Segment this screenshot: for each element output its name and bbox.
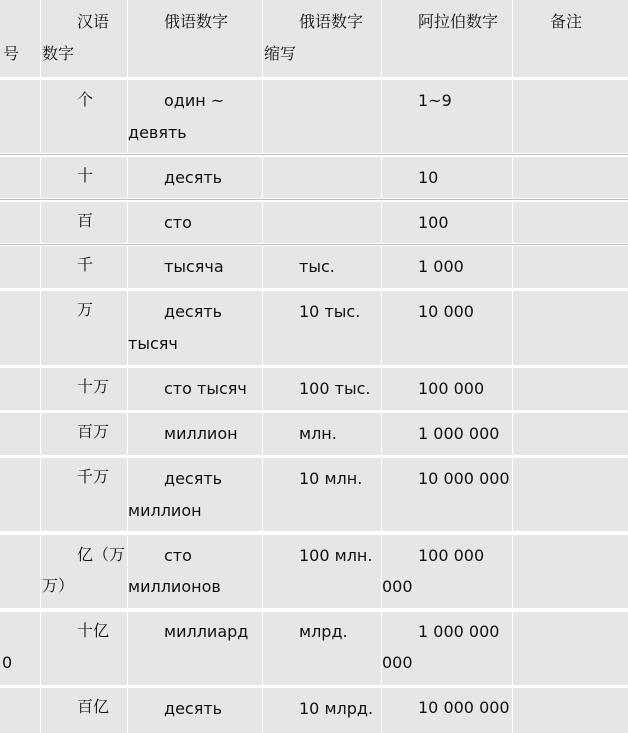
row-cell-abbr [263,291,381,365]
arabic-number: 1 000 000 [418,424,500,443]
header-cell-cn [41,0,127,77]
row-cell-abbr [263,202,381,243]
row-cell-arabic [382,80,512,153]
ru-number-line1: миллион [164,424,238,443]
cn-number: 百亿 [77,697,110,716]
arabic-number: 10 [418,168,439,187]
row-cell-arabic [382,202,512,243]
cn-number: 百万 [77,422,110,441]
ru-number-line1: сто тысяч [164,379,247,398]
header-cn-line1: 汉语 [77,12,110,31]
row-cell-ru [128,688,262,733]
row-cell-note [513,535,628,608]
row-cell-abbr [263,157,381,198]
ru-number-line1: сто [164,213,192,232]
row-cell-cn [41,612,127,685]
cn-number: 百 [77,211,94,230]
row-cell-arabic [382,458,512,531]
ru-number-line1: десять [164,469,223,488]
row-cell-abbr [263,246,381,288]
row-cell-no [0,612,40,685]
row-cell-no [0,246,40,288]
row-cell-note [513,246,628,288]
row-cell-no [0,413,40,455]
ru-number-line1: десять [164,302,223,321]
arabic-number: 100 [418,213,449,232]
ru-abbreviation: 10 тыс. [299,302,361,321]
row-cell-no [0,157,40,198]
ru-number-line2: девять [128,123,187,142]
row-cell-cn [41,368,127,410]
row-cell-no [0,80,40,153]
ru-number-line1: один ~ [164,91,225,110]
arabic-number-line1: 1 000 000 [418,622,500,641]
row-cell-cn [41,291,127,365]
header-note: 备注 [550,12,583,31]
row-cell-ru [128,246,262,288]
row-cell-note [513,458,628,531]
row-cell-abbr [263,688,381,733]
row-cell-abbr [263,80,381,153]
row-cell-cn [41,458,127,531]
row-cell-abbr [263,535,381,608]
cn-number: 十万 [77,377,110,396]
ru-number-line1: миллиард [164,622,249,641]
row-cell-no [0,202,40,243]
row-cell-cn [41,688,127,733]
row-cell-arabic [382,291,512,365]
row-cell-no [0,458,40,531]
row-cell-note [513,368,628,410]
row-cell-no [0,535,40,608]
cn-number-line1: 亿（万 [77,545,126,564]
header-cell-abbr [263,0,381,77]
row-cell-abbr [263,612,381,685]
cn-number: 千 [77,255,94,274]
row-cell-ru [128,291,262,365]
row-cell-cn [41,202,127,243]
arabic-number-line2: 000 [382,577,413,596]
row-cell-cn [41,80,127,153]
row-cell-cn [41,535,127,608]
row-cell-arabic [382,612,512,685]
header-cell-note [513,0,628,77]
row-cell-arabic [382,368,512,410]
arabic-number: 10 000 [418,302,474,321]
row-cell-note [513,413,628,455]
ru-abbreviation: 10 млн. [299,469,363,488]
header-cell-arabic [382,0,512,77]
row-cell-arabic [382,535,512,608]
row-cell-ru [128,413,262,455]
cn-number: 十亿 [77,621,110,640]
row-cell-note [513,157,628,198]
ru-number-line2: тысяч [128,334,178,353]
header-cell-ru [128,0,262,77]
row-cell-no [0,368,40,410]
cn-number: 万 [77,300,94,319]
row-cell-arabic [382,688,512,733]
row-cell-no [0,291,40,365]
cn-number: 千万 [77,467,110,486]
row-cell-note [513,80,628,153]
ru-abbreviation: 100 млн. [299,546,373,565]
header-ru: 俄语数字 [164,12,229,31]
row-cell-abbr [263,368,381,410]
header-cn-line2: 数字 [42,44,75,63]
ru-number-line1: сто [164,546,192,565]
ru-abbreviation: 100 тыс. [299,379,371,398]
ru-abbreviation: млн. [299,424,337,443]
cn-number-line2: 万） [42,576,75,595]
row-divider [0,244,628,245]
row-divider [0,154,628,155]
row-cell-ru [128,612,262,685]
row-cell-cn [41,157,127,198]
ru-number-line2: миллионов [128,577,221,596]
row-cell-arabic [382,246,512,288]
row-cell-ru [128,458,262,531]
ru-number-line2: миллион [128,501,202,520]
row-divider [0,199,628,200]
row-cell-note [513,202,628,243]
row-cell-note [513,291,628,365]
cn-number: 个 [77,90,94,109]
row-cell-ru [128,202,262,243]
row-cell-cn [41,413,127,455]
arabic-number: 100 000 [418,379,485,398]
row-cell-arabic [382,157,512,198]
row-cell-arabic [382,413,512,455]
header-abbr-line2: 缩写 [264,44,297,63]
row-cell-ru [128,157,262,198]
arabic-number-line1: 100 000 [418,546,485,565]
ru-abbreviation: 10 млрд. [299,699,374,718]
row-cell-cn [41,246,127,288]
row-cell-ru [128,535,262,608]
row-cell-abbr [263,413,381,455]
row-cell-note [513,612,628,685]
row-cell-ru [128,368,262,410]
ru-abbreviation: тыс. [299,257,335,276]
ru-number-line1: десять [164,699,223,718]
header-abbr-line1: 俄语数字 [299,12,364,31]
ru-abbreviation: млрд. [299,622,348,641]
row-cell-no [0,688,40,733]
header-arabic: 阿拉伯数字 [418,12,499,31]
arabic-number: 10 000 000 [418,698,510,717]
cn-number: 十 [77,166,94,185]
arabic-number: 1 000 [418,257,464,276]
arabic-number: 1~9 [418,91,452,110]
ru-number-line1: тысяча [164,257,224,276]
arabic-number: 10 000 000 [418,469,510,488]
ru-number-line1: десять [164,168,223,187]
row-cell-abbr [263,458,381,531]
header-cell-no [0,0,40,77]
arabic-number-line2: 000 [382,653,413,672]
header-no: 号 [3,44,20,63]
row-cell-note [513,688,628,733]
row-number: 0 [2,653,13,672]
row-cell-ru [128,80,262,153]
